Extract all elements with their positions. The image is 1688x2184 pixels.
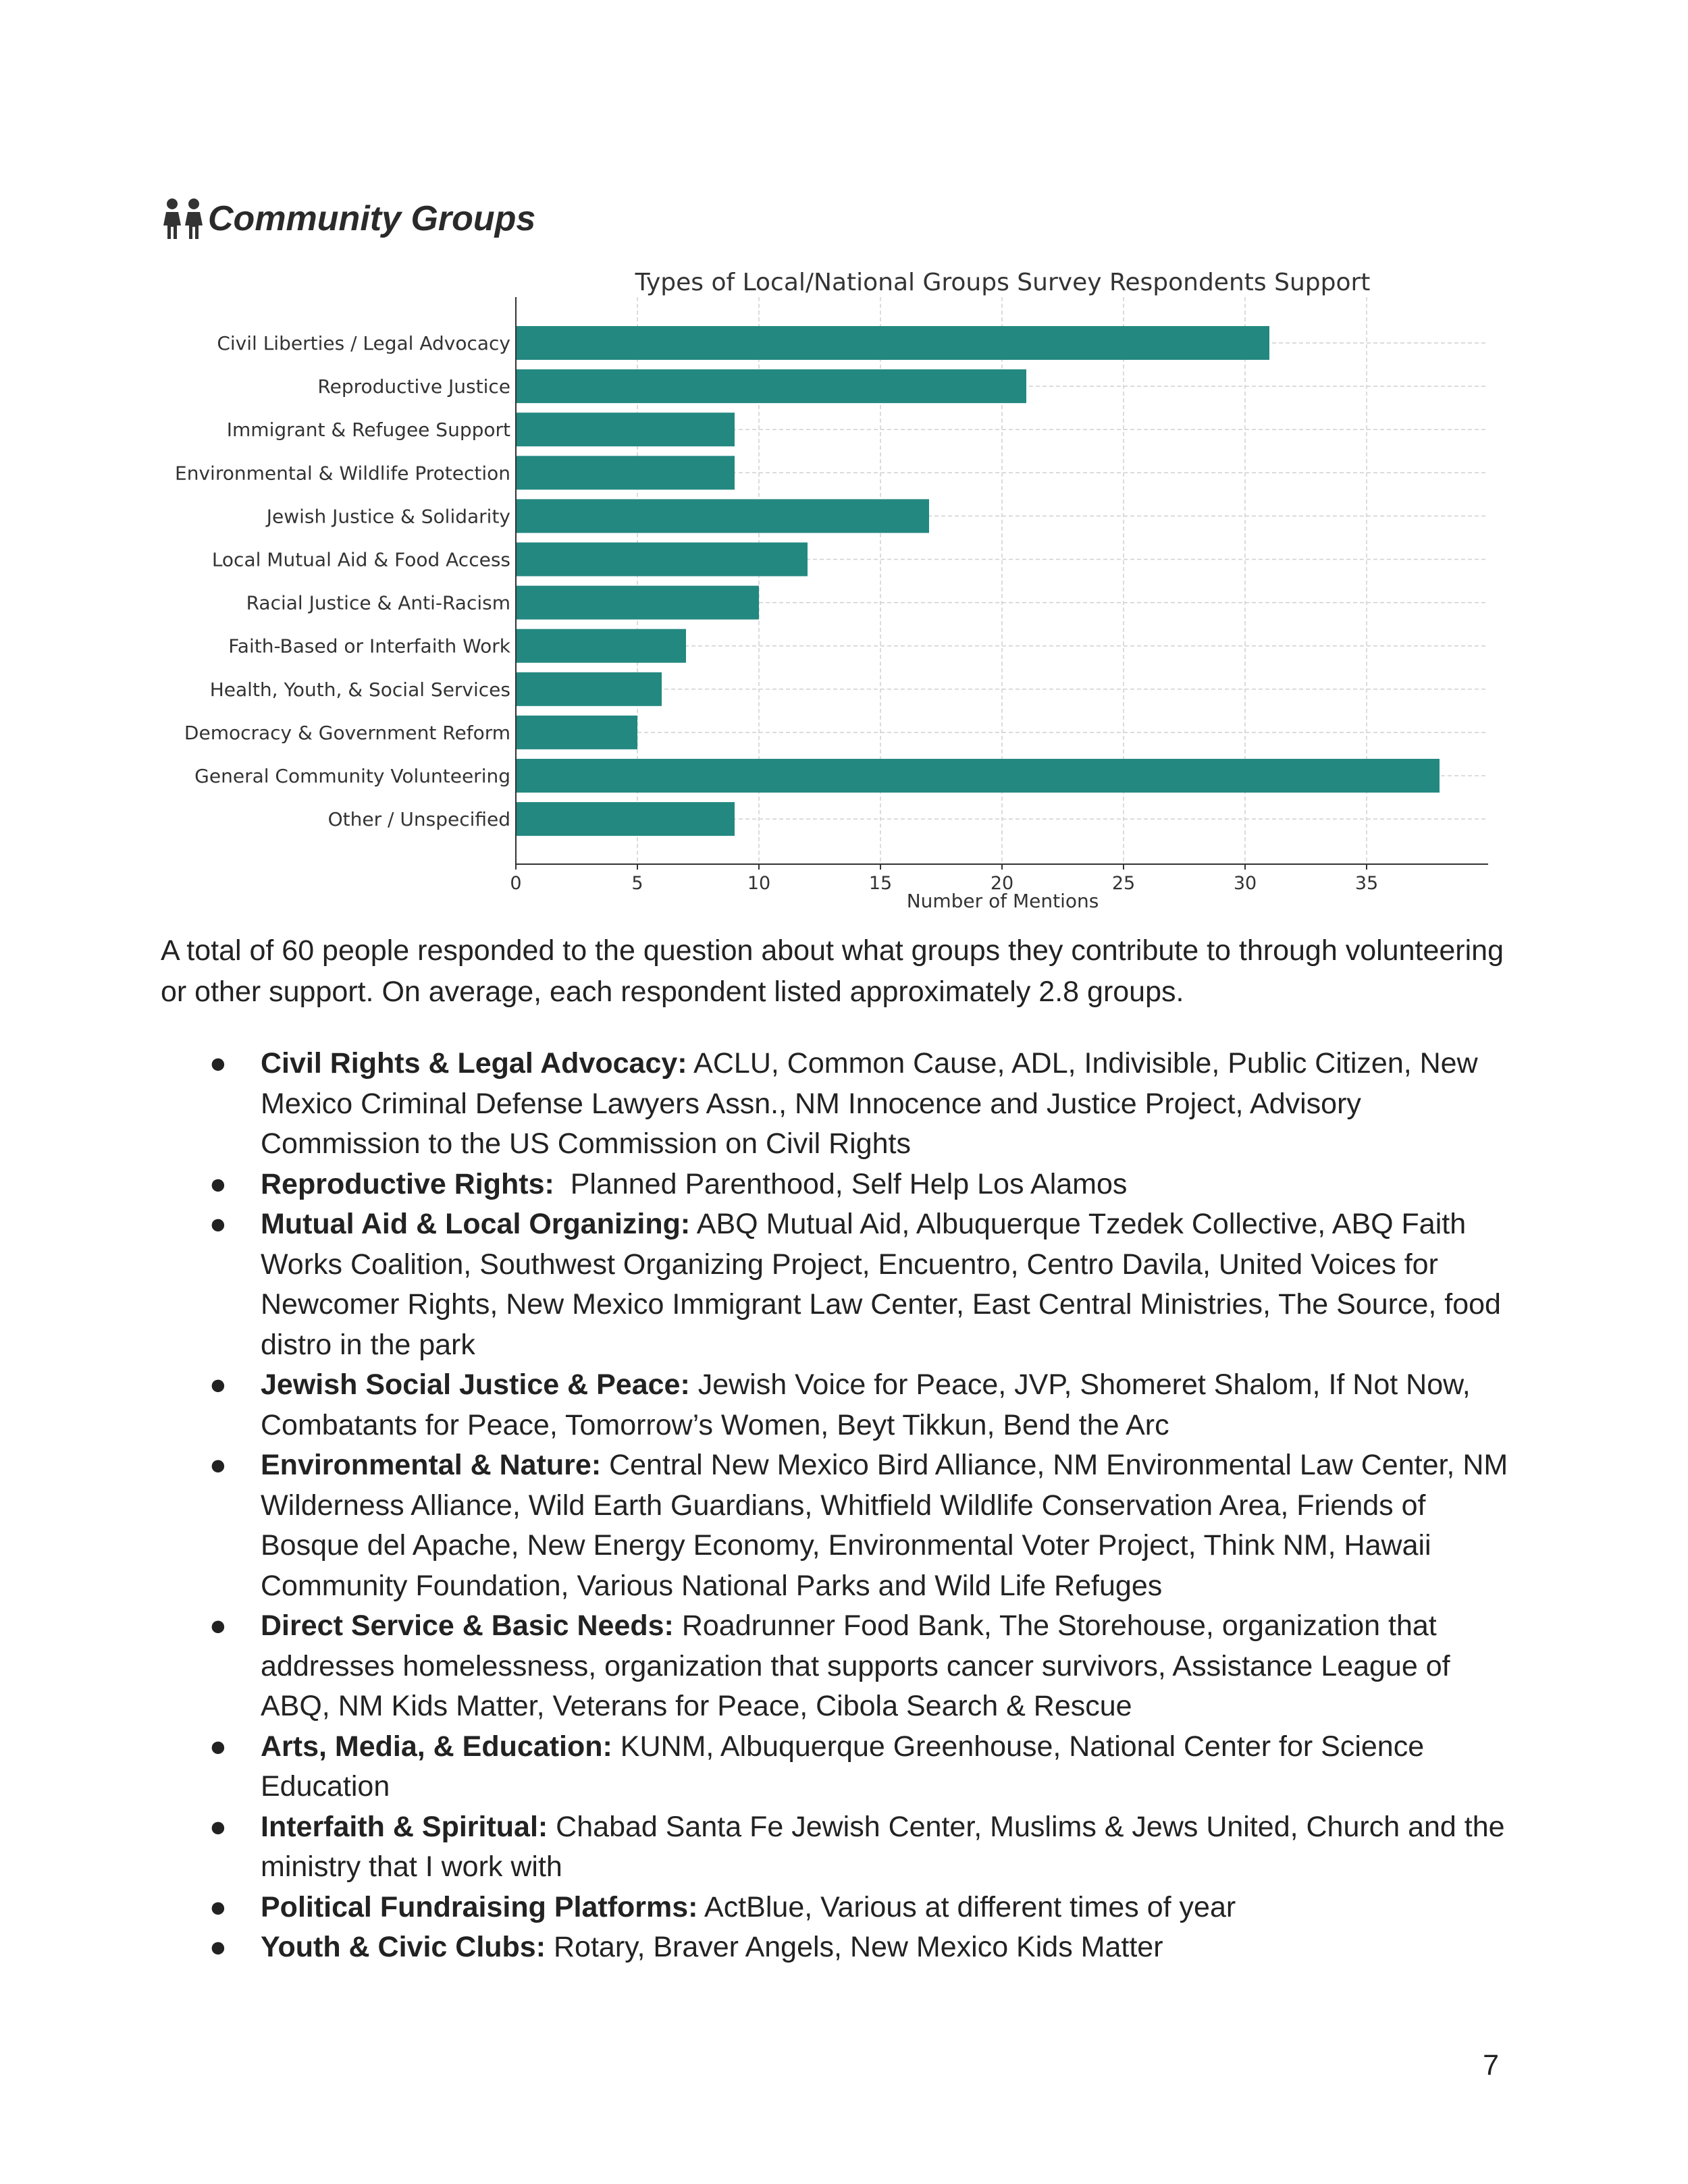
group-organizations: ActBlue, Various at different times of year xyxy=(697,1890,1236,1923)
people-icon xyxy=(161,197,205,240)
chart-category-labels xyxy=(175,332,511,830)
category-label: Reproductive Justice xyxy=(317,375,510,398)
group-category-label: Arts, Media, & Education: xyxy=(261,1730,612,1763)
group-organizations: Chabad Santa Fe Jewish Center, Muslims & Jews United, Church and the ministry that I work with xyxy=(261,1810,1513,1883)
group-item xyxy=(161,1204,1518,1365)
group-category-label: Reproductive Rights: xyxy=(261,1167,554,1200)
bar xyxy=(516,672,662,706)
bullet-icon: ● xyxy=(209,1368,227,1401)
group-item xyxy=(161,1888,1518,1928)
bullet-icon: ● xyxy=(209,1449,227,1481)
x-tick-label: 30 xyxy=(1233,873,1257,894)
x-tick-label: 20 xyxy=(990,873,1014,894)
group-item xyxy=(161,1044,1518,1165)
category-label: Immigrant & Refugee Support xyxy=(226,419,510,442)
bullet-icon: ● xyxy=(209,1047,227,1080)
bar xyxy=(516,369,1026,403)
group-organizations: KUNM, Albuquerque Greenhouse, National Center for Science Education xyxy=(261,1730,1433,1803)
category-label: Racial Justice & Anti-Racism xyxy=(246,591,510,614)
group-category-label: Political Fundraising Platforms: xyxy=(261,1890,698,1923)
group-item xyxy=(161,1445,1518,1606)
bullet-icon: ● xyxy=(209,1890,227,1923)
category-label: Faith-Based or Interfaith Work xyxy=(228,635,510,658)
bar-chart xyxy=(155,257,1506,925)
group-item xyxy=(161,1727,1518,1807)
bullet-icon: ● xyxy=(209,1208,227,1240)
group-organizations: Jewish Voice for Peace, JVP, Shomeret Shalom, If Not Now, Combatants for Peace, Tomorrow’s Women, Beyt Tikkun, Bend the Arc xyxy=(261,1368,1479,1441)
chart-bars xyxy=(516,326,1440,836)
bar xyxy=(516,412,735,446)
x-tick-label: 35 xyxy=(1354,873,1379,894)
bar xyxy=(516,543,808,577)
page-number: 7 xyxy=(1483,2049,1499,2081)
category-label: Jewish Justice & Solidarity xyxy=(266,505,510,528)
group-item xyxy=(161,1606,1518,1727)
bar xyxy=(516,802,735,836)
bullet-icon: ● xyxy=(209,1167,227,1200)
bar xyxy=(516,629,686,663)
x-tick-label: 10 xyxy=(747,873,771,894)
group-item xyxy=(161,1807,1518,1888)
bar xyxy=(516,716,637,749)
group-category-label: Youth & Civic Clubs: xyxy=(261,1931,546,1963)
group-item xyxy=(161,1365,1518,1445)
groups-list xyxy=(161,1044,1518,1968)
group-category-label: Interfaith & Spiritual: xyxy=(261,1810,548,1843)
bar xyxy=(516,499,929,533)
group-organizations: ABQ Mutual Aid, Albuquerque Tzedek Collective, ABQ Faith Works Coalition, Southwest Organizing Project, Encuentro, Centro Davila, United Voices for Newcomer Rights, New Mexico Immigrant Law Center, East Central Ministries, The Source, food distro in the park xyxy=(261,1208,1509,1361)
category-label: Health, Youth, & Social Services xyxy=(209,678,510,701)
bullet-icon: ● xyxy=(209,1730,227,1763)
group-category-label: Civil Rights & Legal Advocacy: xyxy=(261,1047,687,1080)
group-category-label: Direct Service & Basic Needs: xyxy=(261,1609,674,1642)
bar xyxy=(516,456,735,489)
group-organizations: Planned Parenthood, Self Help Los Alamos xyxy=(554,1167,1128,1200)
group-category-label: Jewish Social Justice & Peace: xyxy=(261,1368,690,1401)
group-organizations: Roadrunner Food Bank, The Storehouse, organization that addresses homelessness, organization that supports cancer survivors, Assistance League of ABQ, NM Kids Matter, Veterans for Peace, Cibola Search & Rescue xyxy=(261,1609,1457,1722)
category-label: Environmental & Wildlife Protection xyxy=(175,462,510,485)
group-item xyxy=(161,1927,1518,1968)
group-organizations: Central New Mexico Bird Alliance, NM Environmental Law Center, NM Wilderness Alliance, Wild Earth Guardians, Whitfield Wildlife Conservation Area, Friends of Bosque del Apache, New Energy Economy, Environmental Voter Project, Think NM, Hawaii Community Foundation, Various National Parks and Wild Life Refuges xyxy=(261,1449,1516,1602)
group-organizations: ACLU, Common Cause, ADL, Indivisible, Public Citizen, New Mexico Criminal Defense Lawyers Assn., NM Innocence and Justice Project, Advisory Commission to the US Commission on Civil Rights xyxy=(261,1047,1486,1160)
bullet-icon: ● xyxy=(209,1931,227,1963)
x-tick-label: 5 xyxy=(631,873,643,894)
group-organizations: Rotary, Braver Angels, New Mexico Kids Matter xyxy=(546,1931,1163,1963)
category-label: Democracy & Government Reform xyxy=(184,721,510,744)
group-item xyxy=(161,1165,1518,1205)
category-label: Other / Unspecified xyxy=(327,808,510,831)
category-label: Civil Liberties / Legal Advocacy xyxy=(217,332,510,354)
bar xyxy=(516,759,1440,793)
bar xyxy=(516,326,1269,360)
section-heading xyxy=(161,197,535,240)
category-label: Local Mutual Aid & Food Access xyxy=(211,548,510,571)
bullet-icon: ● xyxy=(209,1810,227,1843)
bullet-icon: ● xyxy=(209,1609,227,1642)
x-tick-label: 15 xyxy=(868,873,893,894)
x-tick-label: 25 xyxy=(1111,873,1136,894)
section-title: Community Groups xyxy=(208,199,536,238)
bar xyxy=(516,586,759,620)
intro-paragraph: A total of 60 people responded to the question about what groups they contribute to through volunteering or other support. On average, each respondent listed approximately 2.8 groups. xyxy=(161,934,1504,1008)
x-tick-label: 0 xyxy=(510,873,522,894)
category-label: General Community Volunteering xyxy=(194,765,510,787)
x-axis-label: Number of Mentions xyxy=(906,890,1099,912)
group-category-label: Environmental & Nature: xyxy=(261,1449,602,1481)
group-category-label: Mutual Aid & Local Organizing: xyxy=(261,1208,691,1240)
chart-title: Types of Local/National Groups Survey Respondents Support xyxy=(635,269,1371,296)
